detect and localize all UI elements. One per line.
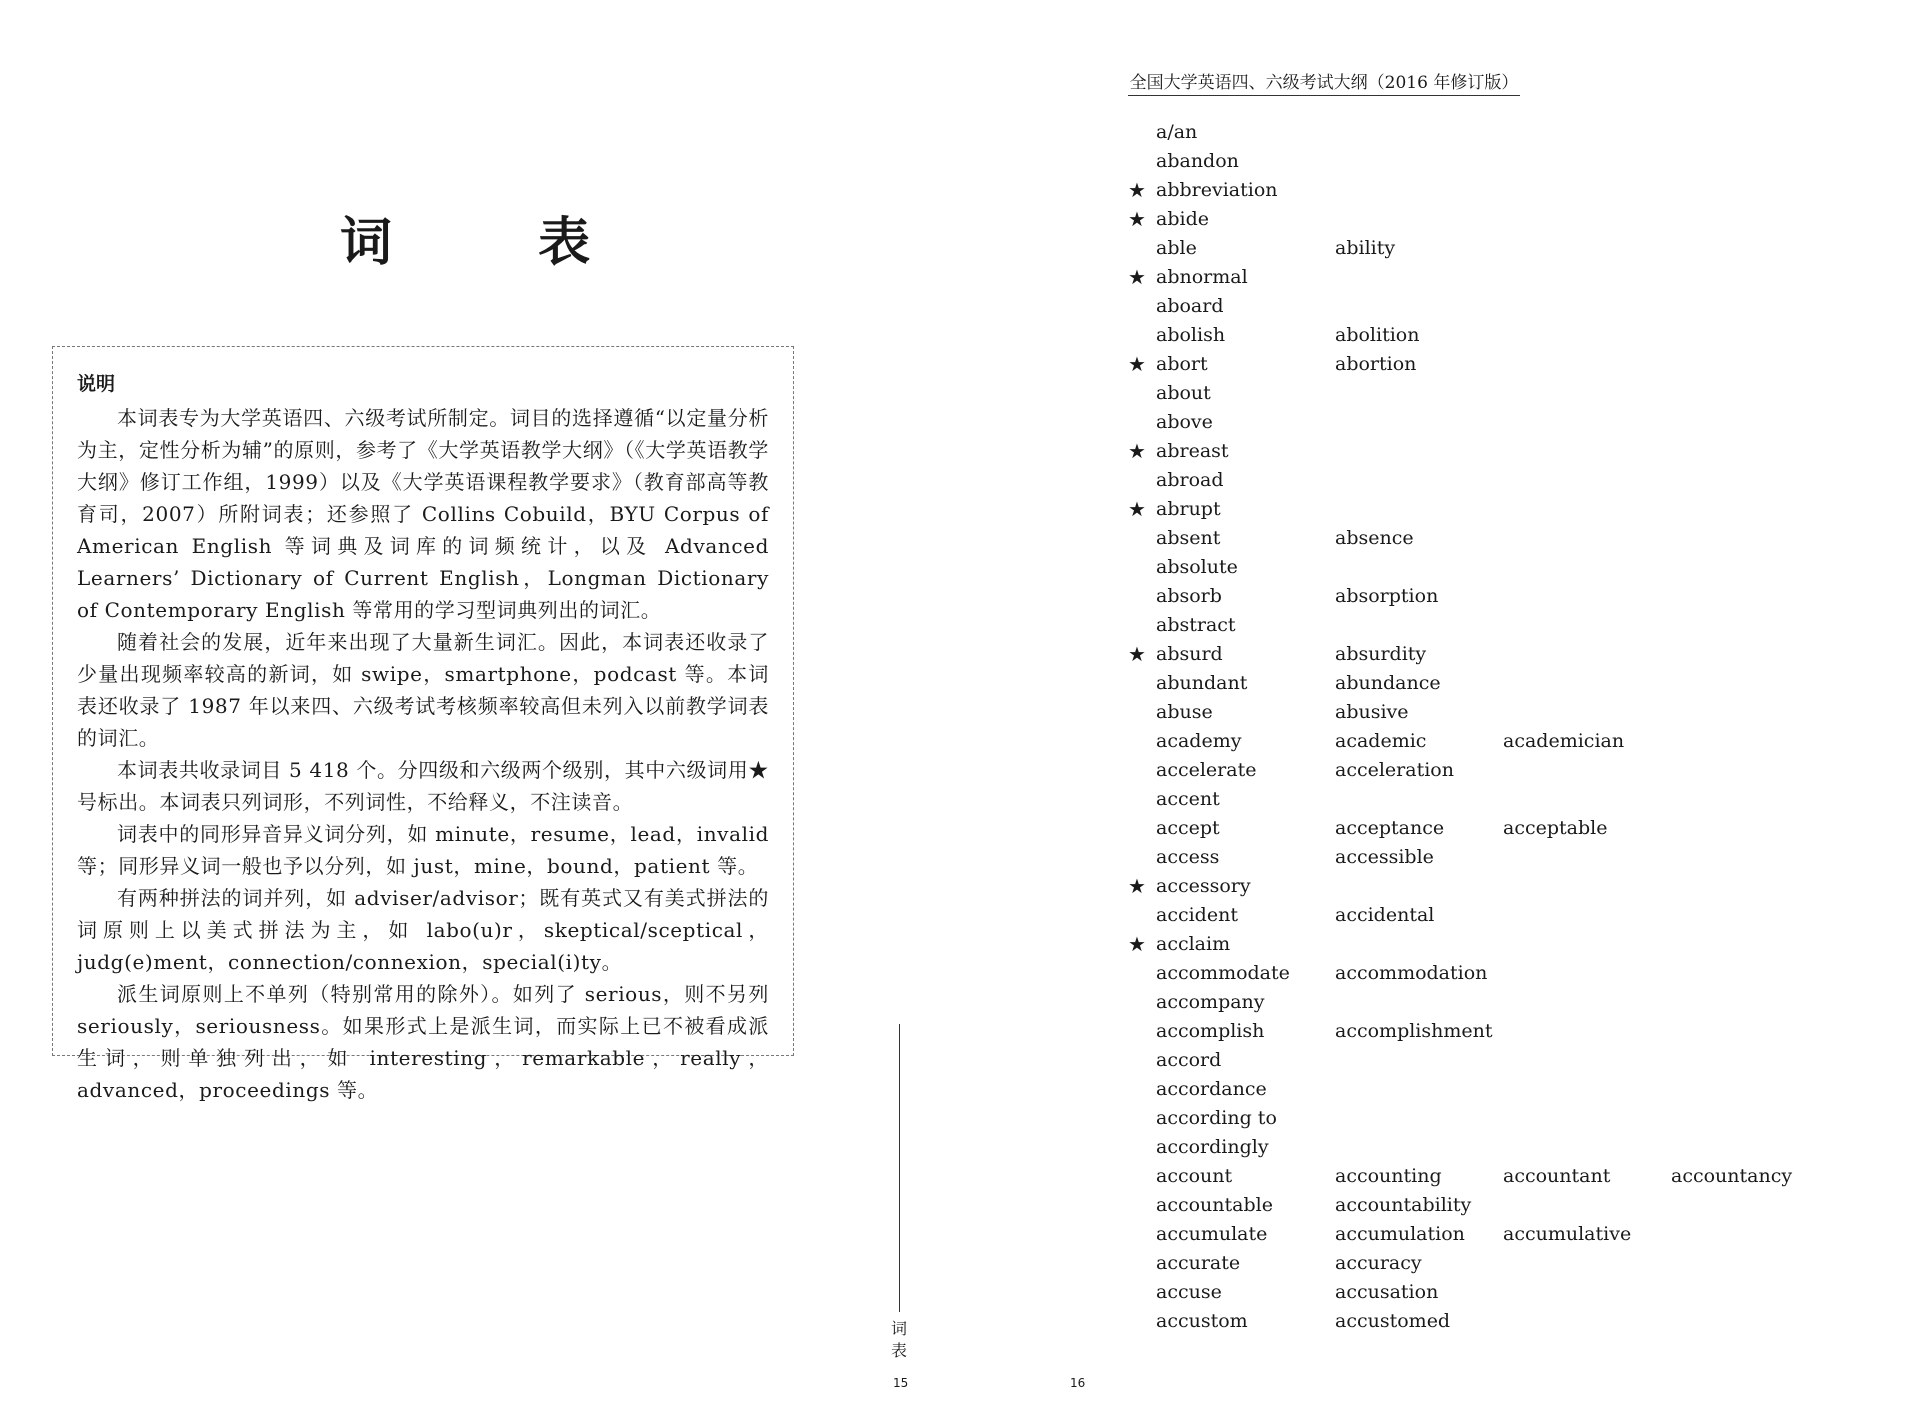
star-icon: ★: [1128, 207, 1146, 231]
star-icon: ★: [1128, 642, 1146, 666]
derived-word: accumulation: [1335, 1223, 1465, 1245]
running-header: 全国大学英语四、六级考试大纲（2016 年修订版）: [1128, 68, 1520, 96]
explanation-paragraph: 词表中的同形异音异义词分列，如 minute，resume，lead，invalid 等；同形异义词一般也予以分列，如 just，mine，bound，patient 等。: [77, 822, 769, 878]
derived-word: accessible: [1335, 846, 1434, 868]
headword: absent: [1156, 527, 1221, 549]
derived-word: accountability: [1335, 1194, 1472, 1216]
headword: accountable: [1156, 1194, 1273, 1216]
headword: accent: [1156, 788, 1220, 810]
derived-word: academic: [1335, 730, 1427, 752]
derived-word: accusation: [1335, 1281, 1439, 1303]
derived-word: accuracy: [1335, 1252, 1422, 1274]
headword: absorb: [1156, 585, 1222, 607]
derived-word: absurdity: [1335, 643, 1427, 665]
headword: accurate: [1156, 1252, 1241, 1274]
headword: accommodate: [1156, 962, 1290, 984]
headword: accord: [1156, 1049, 1222, 1071]
headword: abundant: [1156, 672, 1248, 694]
explanation-paragraph: 派生词原则上不单列（特别常用的除外）。如列了 serious，则不另列 seriously，seriousness。如果形式上是派生词，而实际上已不被看成派生词，则单独列出，如 interesting，remarkable，really，advanced，proceedings 等。: [77, 982, 769, 1102]
headword: abuse: [1156, 701, 1213, 723]
headword: acclaim: [1156, 933, 1231, 955]
headword: abandon: [1156, 150, 1239, 172]
derived-word: accommodation: [1335, 962, 1488, 984]
derived-word: accountant: [1503, 1165, 1611, 1187]
explanation-paragraph: 随着社会的发展，近年来出现了大量新生词汇。因此，本词表还收录了少量出现频率较高的新词，如 swipe，smartphone，podcast 等。本词表还收录了 1987 年以来四、六级考试考核频率较高但未列入以前教学词表的词汇。: [77, 630, 769, 750]
headword: abstract: [1156, 614, 1236, 636]
derived-word: accountancy: [1671, 1165, 1793, 1187]
headword: able: [1156, 237, 1197, 259]
headword: absurd: [1156, 643, 1223, 665]
headword: according to: [1156, 1107, 1277, 1129]
star-icon: ★: [1128, 932, 1146, 956]
page-number-right: 16: [1070, 1376, 1086, 1390]
star-icon: ★: [1128, 178, 1146, 202]
headword: accomplish: [1156, 1020, 1265, 1042]
explanation-box: [52, 346, 794, 1102]
derived-word: abusive: [1335, 701, 1409, 723]
side-divider: [899, 1024, 900, 1312]
headword: abort: [1156, 353, 1208, 375]
headword: academy: [1156, 730, 1242, 752]
headword: accident: [1156, 904, 1238, 926]
headword: accumulate: [1156, 1223, 1268, 1245]
derived-word: accomplishment: [1335, 1020, 1493, 1042]
explanation-heading: 说明: [77, 373, 116, 395]
headword: accelerate: [1156, 759, 1257, 781]
derived-word: abundance: [1335, 672, 1441, 694]
derived-word: abolition: [1335, 324, 1420, 346]
star-icon: ★: [1128, 352, 1146, 376]
headword: abolish: [1156, 324, 1226, 346]
headword: accept: [1156, 817, 1220, 839]
derived-word: absence: [1335, 527, 1414, 549]
headword: above: [1156, 411, 1213, 433]
derived-word: accounting: [1335, 1165, 1442, 1187]
headword: accessory: [1156, 875, 1251, 897]
headword: abbreviation: [1156, 179, 1278, 201]
derived-word: accidental: [1335, 904, 1435, 926]
explanation-paragraph: 本词表共收录词目 5 418 个。分四级和六级两个级别，其中六级词用★号标出。本词表只列词形，不列词性，不给释义，不注读音。: [77, 758, 769, 814]
derived-word: accumulative: [1503, 1223, 1632, 1245]
derived-word: absorption: [1335, 585, 1439, 607]
side-section-label: 词表: [890, 1319, 907, 1360]
headword: abide: [1156, 208, 1209, 230]
page-title: 词 表: [340, 213, 655, 273]
headword: accordance: [1156, 1078, 1267, 1100]
headword: about: [1156, 382, 1211, 404]
star-icon: ★: [1128, 439, 1146, 463]
headword: account: [1156, 1165, 1233, 1187]
headword: access: [1156, 846, 1220, 868]
derived-word: accustomed: [1335, 1310, 1451, 1332]
headword: accompany: [1156, 991, 1265, 1013]
star-icon: ★: [1128, 265, 1146, 289]
derived-word: abortion: [1335, 353, 1417, 375]
derived-word: acceleration: [1335, 759, 1454, 781]
headword: aboard: [1156, 295, 1224, 317]
explanation-paragraph: 有两种拼法的词并列，如 adviser/advisor；既有英式又有美式拼法的词原则上以美式拼法为主，如 labo(u)r，skeptical/sceptical，judg(e)ment，connection/connexion，special(i)ty。: [77, 886, 769, 974]
headword: accuse: [1156, 1281, 1222, 1303]
derived-word: acceptance: [1335, 817, 1445, 839]
headword: absolute: [1156, 556, 1238, 578]
derived-word: academician: [1503, 730, 1625, 752]
star-icon: ★: [1128, 874, 1146, 898]
headword: a/an: [1156, 121, 1198, 143]
headword: accustom: [1156, 1310, 1248, 1332]
headword: abroad: [1156, 469, 1224, 491]
derived-word: ability: [1335, 237, 1396, 259]
headword: abnormal: [1156, 266, 1248, 288]
page-number-left: 15: [893, 1376, 909, 1390]
derived-word: acceptable: [1503, 817, 1608, 839]
headword: accordingly: [1156, 1136, 1269, 1158]
star-icon: ★: [1128, 497, 1146, 521]
explanation-paragraph: 本词表专为大学英语四、六级考试所制定。词目的选择遵循“以定量分析为主，定性分析为辅”的原则，参考了《大学英语教学大纲》（《大学英语教学大纲》修订工作组，1999）以及《大学英语课程教学要求》（教育部高等教育司，2007）所附词表；还参照了 Collins Cobuild，BYU Corpus of American English 等词典及词库的词频统计，以及 Advanced Learners’ Dictionary of Current English，Longman Dictionary of Contemporary English 等常用的学习型词典列出的词汇。: [77, 406, 769, 622]
headword: abrupt: [1156, 498, 1221, 520]
headword: abreast: [1156, 440, 1229, 462]
